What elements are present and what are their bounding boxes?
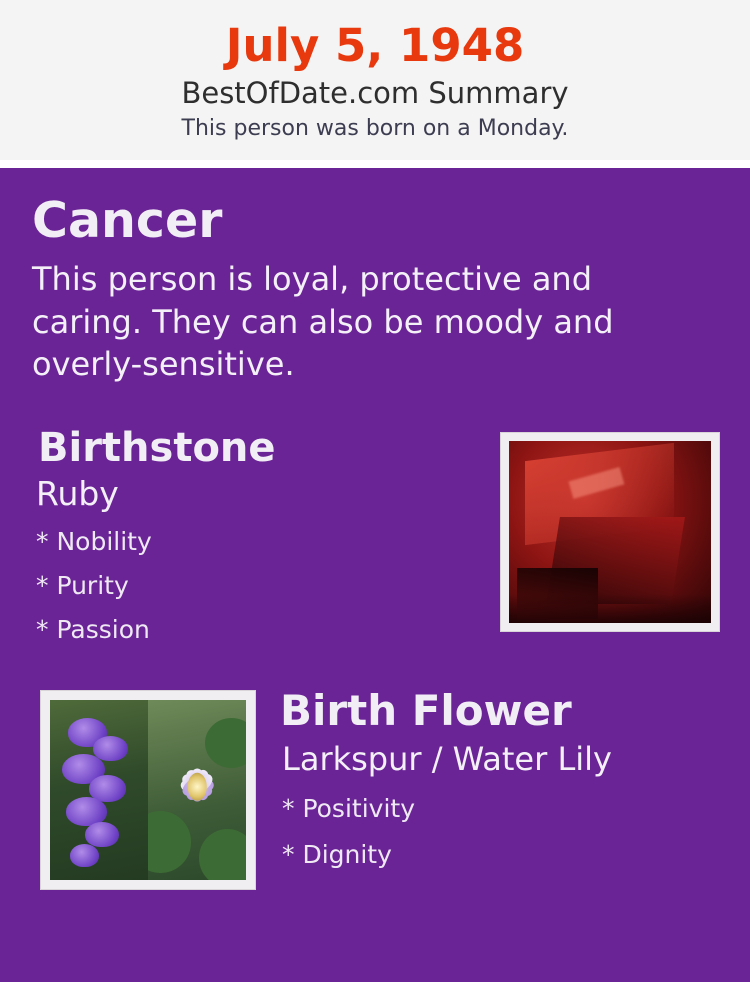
zodiac-description: This person is loyal, protective and caring. They can also be moody and overly-sensitive. bbox=[32, 260, 614, 384]
larkspur-image bbox=[50, 700, 148, 880]
page-title: July 5, 1948 bbox=[225, 19, 525, 72]
birth-flower-title: Birth Flower bbox=[280, 685, 572, 735]
birthstone-trait: * Passion bbox=[36, 615, 150, 645]
flower-image bbox=[50, 700, 246, 880]
birth-flower-text bbox=[280, 685, 718, 871]
birth-flower-trait: * Dignity bbox=[282, 840, 392, 870]
birthstone-section bbox=[32, 426, 718, 656]
header-divider bbox=[0, 160, 750, 168]
ruby-image bbox=[509, 441, 711, 623]
birthstone-trait: * Nobility bbox=[36, 527, 152, 557]
birthstone-title: Birthstone bbox=[38, 424, 276, 471]
birthstone-name: Ruby bbox=[36, 473, 119, 513]
header bbox=[0, 0, 750, 160]
birth-flower-section bbox=[32, 685, 718, 898]
birthstone-photo-frame bbox=[500, 432, 720, 632]
site-summary-label: BestOfDate.com Summary bbox=[181, 75, 569, 110]
birth-flower-photo-frame bbox=[40, 690, 256, 890]
birth-flower-name: Larkspur / Water Lily bbox=[282, 740, 612, 779]
water-lily-image bbox=[148, 700, 246, 880]
zodiac-sign-title: Cancer bbox=[32, 192, 223, 250]
birth-day-note: This person was born on a Monday. bbox=[181, 115, 569, 141]
birth-flower-trait: * Positivity bbox=[282, 794, 415, 824]
birthstone-trait: * Purity bbox=[36, 571, 129, 601]
content-panel bbox=[0, 168, 750, 982]
